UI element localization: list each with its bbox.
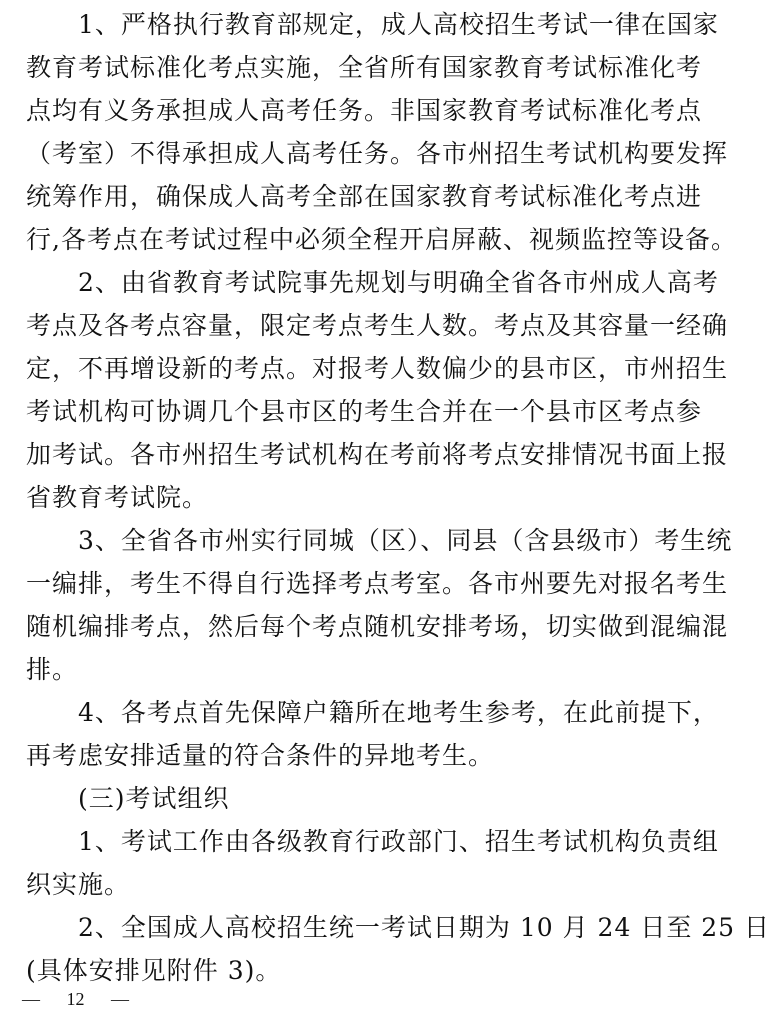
paragraph-6-line-1: 2、全国成人高校招生统一考试日期为 10 月 24 日至 25 日	[78, 913, 771, 942]
paragraph-5-line-2: 织实施。	[26, 870, 131, 899]
paragraph-1-line-6: 行,各考点在考试过程中必须全程开启屏蔽、视频监控等设备。	[26, 225, 737, 254]
paragraph-1-line-4: （考室）不得承担成人高考任务。各市州招生考试机构要发挥	[26, 139, 729, 168]
footer-right-dash: —	[111, 989, 129, 1009]
paragraph-1-line-2: 教育考试标准化考点实施，全省所有国家教育考试标准化考	[26, 53, 703, 82]
paragraph-1-line-1: 1、严格执行教育部规定，成人高校招生考试一律在国家	[78, 10, 719, 39]
paragraph-2-line-6: 省教育考试院。	[26, 483, 209, 512]
paragraph-5-line-1: 1、考试工作由各级教育行政部门、招生考试机构负责组	[78, 827, 719, 856]
paragraph-1-line-5: 统筹作用，确保成人高考全部在国家教育考试标准化考点进	[26, 182, 703, 211]
paragraph-4-line-1: 4、各考点首先保障户籍所在地考生参考，在此前提下，	[78, 698, 719, 727]
paragraph-4-line-2: 再考虑安排适量的符合条件的异地考生。	[26, 741, 495, 770]
page-number: 12	[66, 989, 85, 1009]
paragraph-3-line-3: 随机编排考点，然后每个考点随机安排考场，切实做到混编混	[26, 612, 729, 641]
page-footer	[22, 984, 129, 1014]
paragraph-2-line-1: 2、由省教育考试院事先规划与明确全省各市州成人高考	[78, 268, 719, 297]
paragraph-2-line-2: 考点及各考点容量，限定考点考生人数。考点及其容量一经确	[26, 311, 729, 340]
paragraph-2-line-5: 加考试。各市州招生考试机构在考前将考点安排情况书面上报	[26, 440, 729, 469]
paragraph-1-line-3: 点均有义务承担成人高考任务。非国家教育考试标准化考点	[26, 96, 703, 125]
paragraph-3-line-2: 一编排，考生不得自行选择考点考室。各市州要先对报名考生	[26, 569, 729, 598]
paragraph-6-line-2: (具体安排见附件 3)。	[26, 956, 282, 985]
paragraph-3-line-1: 3、全省各市州实行同城（区）、同县（含县级市）考生统	[78, 526, 733, 555]
section-heading: (三)考试组织	[78, 784, 230, 813]
paragraph-3-line-4: 排。	[26, 655, 79, 684]
paragraph-2-line-4: 考试机构可协调几个县市区的考生合并在一个县市区考点参	[26, 397, 703, 426]
paragraph-2-line-3: 定，不再增设新的考点。对报考人数偏少的县市区，市州招生	[26, 354, 729, 383]
footer-left-dash: —	[22, 989, 40, 1009]
